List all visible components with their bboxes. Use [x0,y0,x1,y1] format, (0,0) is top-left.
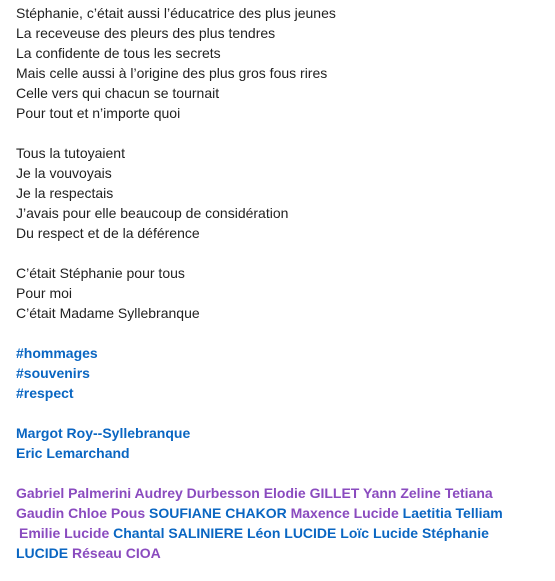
poem-line: C’était Madame Syllebranque [16,305,200,321]
mention-link[interactable]: Emilie Lucide [19,525,110,541]
poem-line: La receveuse des pleurs des plus tendres [16,25,276,41]
mentions-line-3 [16,523,546,543]
mention-link[interactable]: Yann Zeline [363,485,441,501]
mention-link[interactable]: Chantal SALINIERE [113,525,244,541]
mention-link[interactable]: Chloe Pous [68,505,146,521]
hashtag-link-souvenirs[interactable]: #souvenirs [16,365,90,381]
hashtag-list [16,343,546,403]
post-body [16,3,546,563]
hashtag-link-respect[interactable]: #respect [16,385,74,401]
blank-line [16,123,546,143]
tagged-people [16,483,546,563]
mention-link-margot[interactable]: Margot Roy--Syllebranque [16,425,191,441]
poem-line: Pour tout et n’importe quoi [16,105,181,121]
stanza-1 [16,3,546,123]
mention-link[interactable]: Elodie GILLET [263,485,360,501]
mention-link[interactable]: Maxence Lucide [290,505,399,521]
blank-line [16,403,546,423]
poem-line: Du respect et de la déférence [16,225,200,241]
poem-line: Pour moi [16,285,73,301]
mention-link[interactable]: SOUFIANE CHAKOR [149,505,287,521]
mention-link[interactable]: LUCIDE [16,545,69,561]
mentions-line-1 [16,483,546,503]
mention-link[interactable]: Loïc Lucide [340,525,419,541]
stanza-2 [16,143,546,243]
mention-link-eric[interactable]: Eric Lemarchand [16,445,130,461]
mention-link[interactable]: Léon LUCIDE [246,525,337,541]
mentions-line-4 [16,543,546,563]
poem-line: Tous la tutoyaient [16,145,125,161]
poem-line: Stéphanie, c’était aussi l’éducatrice des plus jeunes [16,5,336,21]
author-mentions [16,423,546,463]
mention-link[interactable]: Gaudin [16,505,65,521]
hashtag-link-hommages[interactable]: #hommages [16,345,98,361]
mention-link[interactable]: Stéphanie [421,525,489,541]
mention-link[interactable]: Audrey Durbesson [134,485,260,501]
mention-link[interactable]: Réseau CIOA [72,545,161,561]
mention-link[interactable]: Gabriel Palmerini [16,485,132,501]
poem-line: La confidente de tous les secrets [16,45,221,61]
mention-link[interactable]: Tetiana [444,485,493,501]
mentions-line-2 [16,503,546,523]
stanza-3 [16,263,546,323]
poem-line: Je la vouvoyais [16,165,112,181]
blank-line [16,323,546,343]
poem-line: J’avais pour elle beaucoup de considération [16,205,289,221]
blank-line [16,243,546,263]
mention-link[interactable]: Laetitia Telliam [402,505,503,521]
poem-line: Mais celle aussi à l’origine des plus gros fous rires [16,65,328,81]
poem-line: Celle vers qui chacun se tournait [16,85,220,101]
blank-line [16,463,546,483]
poem-line: C’était Stéphanie pour tous [16,265,185,281]
poem-line: Je la respectais [16,185,114,201]
